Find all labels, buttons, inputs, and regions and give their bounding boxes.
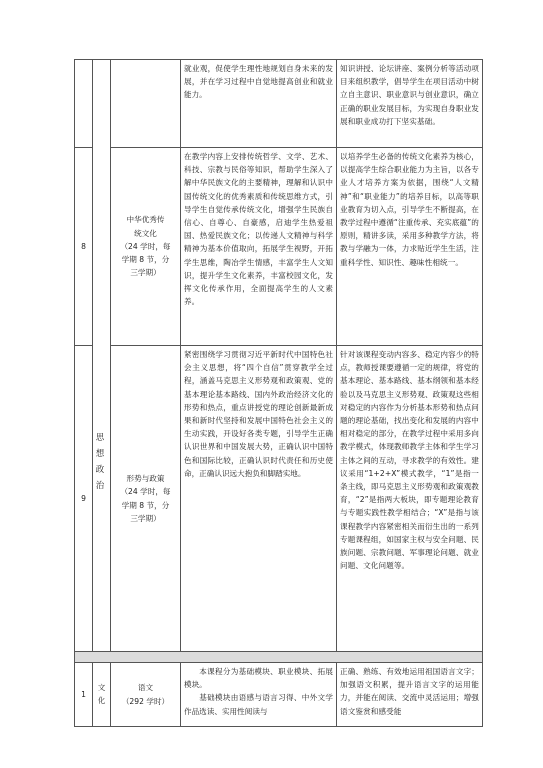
course-goal: 在教学内容上安排传统哲学、文学、艺术、科技、宗教与民俗等知识，帮助学生深入了解中华民族文化的主要精神，理解和认识中国传统文化的优秀素质和传统思维方式，引导学生自觉传承传统文化，增强学生民族自信心、自尊心、自豪感，启迪学生热爱祖国、热爱民族文化；以传递人文精神与科学精神为基本价值取向，拓展学生视野，开拓学生思维，陶冶学生情感，丰富学生人文知识，提升学生文化素养，丰富校园文化，发挥文化传承作用，全面提高学生的人文素养。 [181,148,337,346]
table-row [75,60,483,148]
section-separator [75,652,483,663]
course-goal: 本课程分为基础模块、职业模块、拓展模块。 基础模块由语感与语言习得、中外文学作品选读、实用性阅读与 [181,663,337,727]
table-row [75,148,483,346]
course-name: 形势与政策 （24 学时，每 学期 8 节，分 三学期） [111,346,181,652]
row-category: 文化 [93,663,111,727]
row-course [111,60,181,148]
course-goal: 就业观，促使学生理性地规划自身未来的发展，并在学习过程中自觉地提高创业和就业能力。 [181,60,337,148]
course-requirement: 针对该课程变动内容多、稳定内容少的特点，教师授课要遵循一定的规律，将党的基本理论、基本路线、基本纲领和基本经验以及马克思主义形势观、政策观这些相对稳定的内容作为分析基本形势和热点问题的理论基础，找出变化和发展的内容中相对稳定的部分，在教学过程中采用多向教学模式，体现教师教学主体和学生学习主体之间的互动，寻求教学的有效性。建议采用“1+2+X”模式教学，“1”是指一条主线，即马克思主义形势观和政策观教育，“2”是指两大板块，即专题理论教育与专题实践性教学相结合；“X”是指与该课程教学内容紧密相关而衍生出的一系列专题课程组，如国家主权与安全问题、民族问题、宗教问题、军事理论问题、就业问题、文化问题等。 [337,346,483,652]
category-label-politics: 思想政治 [95,433,105,491]
row-number: 1 [75,663,93,727]
course-name: 语文 （292 学时） [111,663,181,727]
row-number: 8 [75,148,93,346]
curriculum-table [74,59,483,727]
course-requirement: 以培养学生必备的传统文化素养为核心，以提高学生综合职业能力为主旨，以各专业人才培养方案为依据，围绕“人文精神”和“职业能力”的培养目标，以高等职业教育为切入点，引导学生不断提高，在教学过程中遵循“注重传承、充实底蕴”的原则，精讲多读，采用多种教学方法，将教与学融为一体，力求贴近学生生活，注重科学性、知识性、趣味性相统一。 [337,148,483,346]
course-requirement: 正确、熟练、有效地运用祖国语言文字；加强语文积累，提升语言文字的运用能力，并能在阅读、交流中灵活运用；增强语文鉴赏和感受能 [337,663,483,727]
course-goal: 紧密围绕学习贯彻习近平新时代中国特色社会主义思想，将“四个自信”贯穿教学全过程，涵盖马克思主义形势观和政策观、党的基本理论基本路线、国内外政治经济文化的形势和热点，重点讲授党的理论创新最新成果和新时代坚持和发展中国特色社会主义的生动实践，开设好各类专题，引导学生正确认识世界和中国发展大势，正确认识中国特色和国际比较，正确认识时代责任和历史使命，正确认识远大抱负和脚踏实地。 [181,346,337,652]
course-requirement: 知识讲授、论坛讲座、案例分析等活动项目来组织教学，倡导学生在项目活动中树立自主意识、职业意识与创业意识，确立正确的职业发展目标，为实现自身职业发展和职业成功打下坚实基础。 [337,60,483,148]
table-row [75,346,483,652]
row-number [75,60,93,148]
table-row [75,663,483,727]
row-number: 9 [75,346,93,652]
course-name: 中华优秀传 统文化 （24 学时，每 学期 8 节，分 三学期） [111,148,181,346]
row-category [93,60,111,652]
